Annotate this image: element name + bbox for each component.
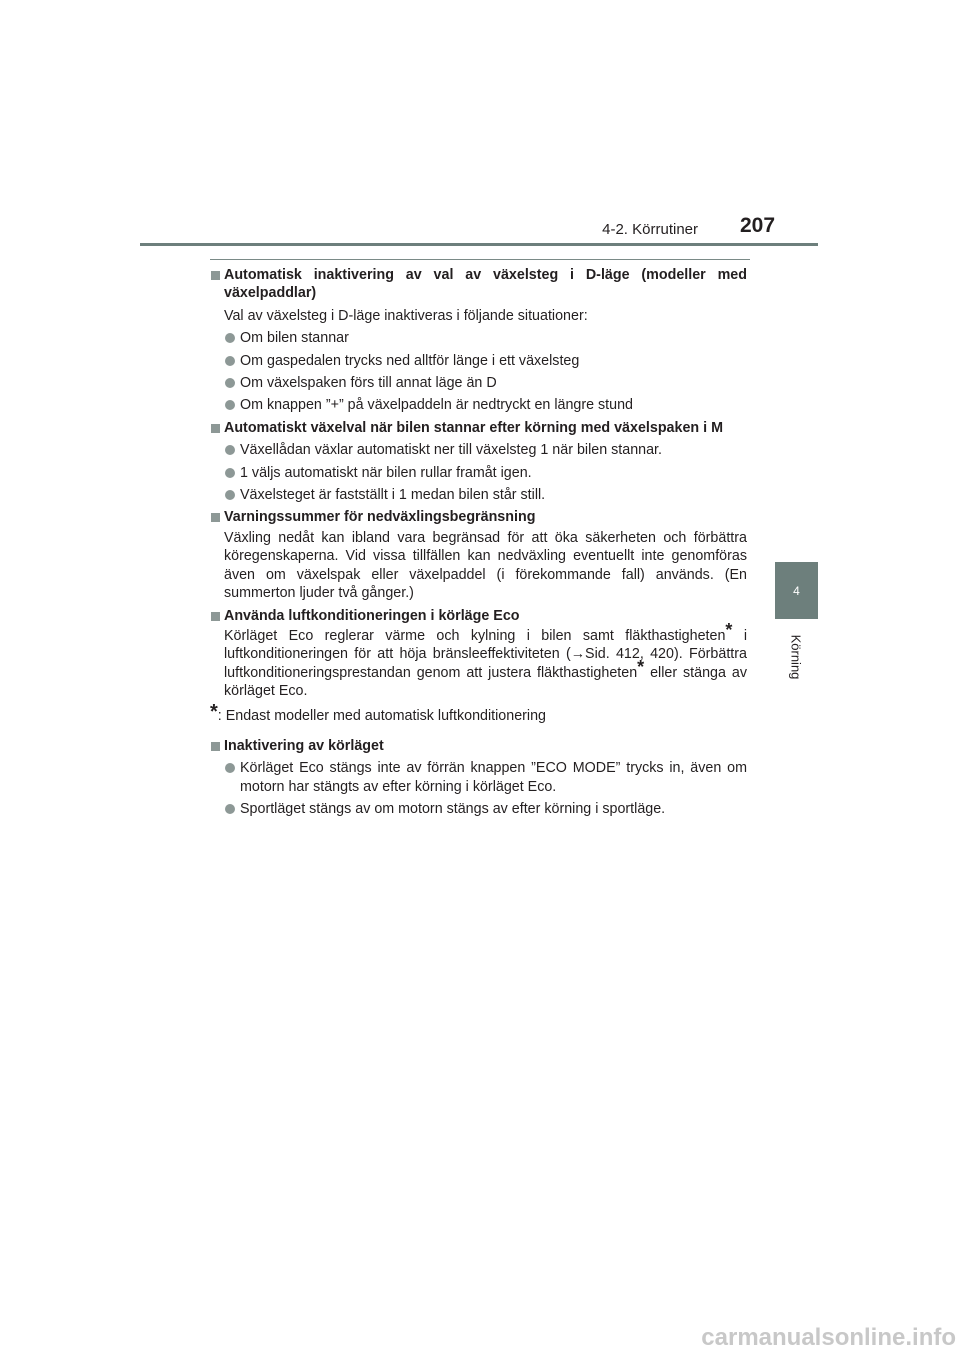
list-item: 1 väljs automatiskt när bilen rullar framåt igen. <box>224 464 747 482</box>
watermark: carmanualsonline.info <box>701 1324 956 1351</box>
list-item: Om bilen stannar <box>224 329 747 347</box>
chapter-tab <box>775 562 818 619</box>
round-bullet-icon <box>225 763 235 773</box>
square-bullet-icon <box>211 513 220 522</box>
asterisk-mark: * <box>637 656 645 677</box>
square-bullet-icon <box>211 424 220 433</box>
list-item: Om gaspedalen trycks ned alltför länge i ett växelsteg <box>224 352 747 370</box>
section-downshift-buzzer <box>210 508 747 602</box>
chapter-number: 4 <box>793 584 800 598</box>
section-auto-gear-m <box>210 419 747 505</box>
round-bullet-icon <box>225 490 235 500</box>
round-bullet-icon <box>225 445 235 455</box>
round-bullet-icon <box>225 378 235 388</box>
list-item: Om växelspaken förs till annat läge än D <box>224 374 747 392</box>
page-content <box>210 266 747 823</box>
list-item: Växellådan växlar automatiskt ner till växelsteg 1 när bilen stannar. <box>224 441 747 459</box>
section-label: 4-2. Körrutiner <box>602 221 698 238</box>
list-item: Om knappen ”+” på växelpaddeln är nedtryckt en längre stund <box>224 396 747 414</box>
section-text: Växling nedåt kan ibland vara begränsad för att öka säkerheten och förbättra köregenskaperna. Vid vissa tillfällen kan nedväxling eventuellt inte genomföras även om växelspak eller växelpaddel (i förekommande fall) används. (En summerton ljuder två gånger.) <box>224 529 747 602</box>
section-title: Använda luftkonditioneringen i körläge Eco <box>224 607 520 624</box>
section-title: Varningssummer för nedväxlingsbegränsning <box>224 509 536 526</box>
section-title: Automatiskt växelval när bilen stannar efter körning med växelspaken i M <box>224 419 723 436</box>
chapter-label: Körning <box>788 634 804 680</box>
round-bullet-icon <box>225 400 235 410</box>
asterisk-mark: * <box>210 700 218 723</box>
list-item: Växelsteget är fastställt i 1 medan bilen står still. <box>224 486 747 504</box>
asterisk-mark: * <box>725 619 733 640</box>
round-bullet-icon <box>225 356 235 366</box>
section-text: Körläget Eco reglerar värme och kylning i bilen samt fläkthastigheten* i luftkonditioneringen för att höja bränsleeffektiviteten (→Sid. 412, 420). Förbättra luftkonditioneringsprestandan genom att justera fläkthastigheten* eller stänga av körläget Eco. <box>224 619 748 700</box>
square-bullet-icon <box>211 271 220 280</box>
section-d-mode-deactivation <box>210 266 747 415</box>
arrow-icon: → <box>570 646 586 663</box>
page-number: 207 <box>740 214 776 237</box>
section-title: Inaktivering av körläget <box>224 737 384 754</box>
section-mode-deactivation <box>210 737 747 819</box>
header-rule <box>140 243 818 246</box>
footnote: *: Endast modeller med automatisk luftkonditionering <box>210 700 547 724</box>
round-bullet-icon <box>225 468 235 478</box>
content-rule <box>210 259 750 260</box>
round-bullet-icon <box>225 333 235 343</box>
round-bullet-icon <box>225 804 235 814</box>
square-bullet-icon <box>211 742 220 751</box>
section-title: Automatisk inaktivering av val av växelsteg i D-läge (modeller med växelpaddlar) <box>224 267 747 302</box>
section-eco-ac <box>210 607 747 725</box>
square-bullet-icon <box>211 612 220 621</box>
section-text: Val av växelsteg i D-läge inaktiveras i följande situationer: <box>224 307 588 324</box>
list-item: Sportläget stängs av om motorn stängs av efter körning i sportläge. <box>224 800 747 818</box>
list-item: Körläget Eco stängs inte av förrän knappen ”ECO MODE” trycks in, även om motorn har stängts av efter körning i körläget Eco. <box>224 759 747 796</box>
